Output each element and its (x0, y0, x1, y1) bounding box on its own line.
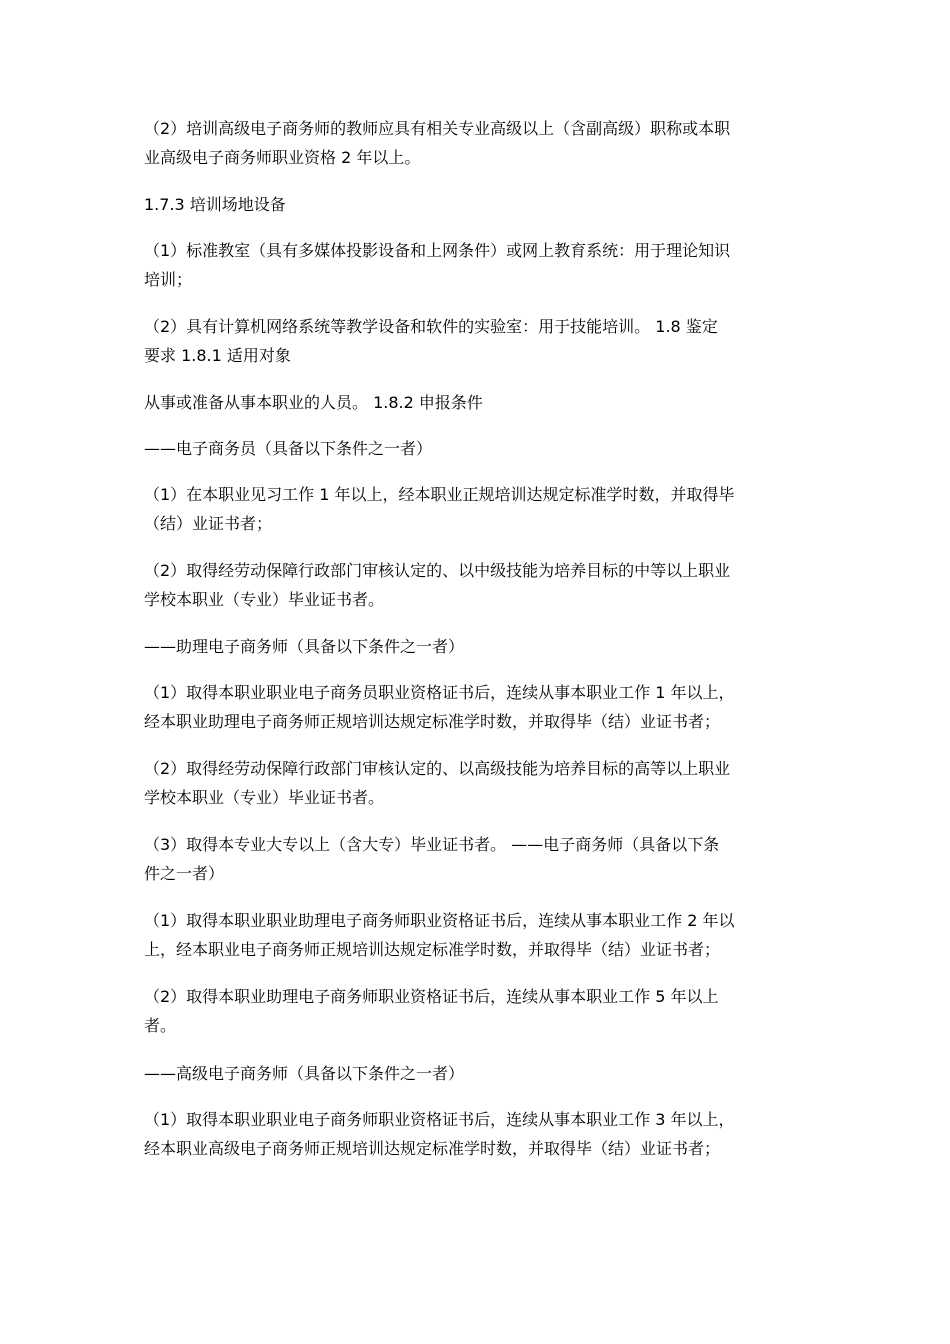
text-line: （结）业证书者； (144, 514, 273, 533)
section-heading (144, 190, 812, 219)
text-line: （1）在本职业见习工作 1 年以上，经本职业正规培训达规定标准学时数，并取得毕 (144, 485, 735, 504)
text-line: （2）取得经劳动保障行政部门审核认定的、以高级技能为培养目标的高等以上职业 (144, 759, 731, 778)
paragraph (144, 480, 812, 538)
text-line: 经本职业助理电子商务师正规培训达规定标准学时数，并取得毕（结）业证书者； (144, 712, 721, 731)
paragraph (144, 1059, 812, 1088)
text-line: 学校本职业（专业）毕业证书者。 (144, 788, 385, 807)
paragraph (144, 754, 812, 812)
text-line: 1.7.3 培训场地设备 (144, 195, 286, 214)
paragraph (144, 982, 812, 1040)
text-line: ——高级电子商务师（具备以下条件之一者） (144, 1064, 465, 1083)
text-line: （1）取得本职业职业助理电子商务师职业资格证书后，连续从事本职业工作 2 年以 (144, 911, 735, 930)
text-line: （2）取得经劳动保障行政部门审核认定的、以中级技能为培养目标的中等以上职业 (144, 561, 731, 580)
paragraph (144, 434, 812, 463)
text-line: （2）具有计算机网络系统等教学设备和软件的实验室：用于技能培训。 1.8 鉴定 (144, 317, 718, 336)
paragraph (144, 556, 812, 614)
text-line: （1）标准教室（具有多媒体投影设备和上网条件）或网上教育系统：用于理论知识 (144, 241, 731, 260)
text-line: （2）培训高级电子商务师的教师应具有相关专业高级以上（含副高级）职称或本职 (144, 119, 731, 138)
text-line: ——电子商务员（具备以下条件之一者） (144, 439, 433, 458)
paragraph (144, 388, 812, 417)
text-line: 者。 (144, 1016, 177, 1035)
text-line: （1）取得本职业职业电子商务员职业资格证书后，连续从事本职业工作 1 年以上， (144, 683, 735, 702)
paragraph (144, 114, 812, 172)
paragraph (144, 632, 812, 661)
paragraph (144, 312, 812, 370)
paragraph (144, 830, 812, 888)
paragraph (144, 236, 812, 294)
text-line: 上，经本职业电子商务师正规培训达规定标准学时数，并取得毕（结）业证书者； (144, 940, 721, 959)
text-line: 培训； (144, 270, 193, 289)
paragraph (144, 1105, 812, 1163)
text-line: 经本职业高级电子商务师正规培训达规定标准学时数，并取得毕（结）业证书者； (144, 1139, 721, 1158)
text-line: 学校本职业（专业）毕业证书者。 (144, 590, 385, 609)
text-line: （2）取得本职业助理电子商务师职业资格证书后，连续从事本职业工作 5 年以上 (144, 987, 719, 1006)
text-line: 要求 1.8.1 适用对象 (144, 346, 291, 365)
text-line: 从事或准备从事本职业的人员。 1.8.2 申报条件 (144, 393, 483, 412)
text-line: 业高级电子商务师职业资格 2 年以上。 (144, 148, 421, 167)
paragraph (144, 906, 812, 964)
paragraph (144, 678, 812, 736)
text-line: （3）取得本专业大专以上（含大专）毕业证书者。 ——电子商务师（具备以下条 (144, 835, 720, 854)
text-line: 件之一者） (144, 864, 225, 883)
text-line: ——助理电子商务师（具备以下条件之一者） (144, 637, 465, 656)
text-line: （1）取得本职业职业电子商务师职业资格证书后，连续从事本职业工作 3 年以上， (144, 1110, 735, 1129)
